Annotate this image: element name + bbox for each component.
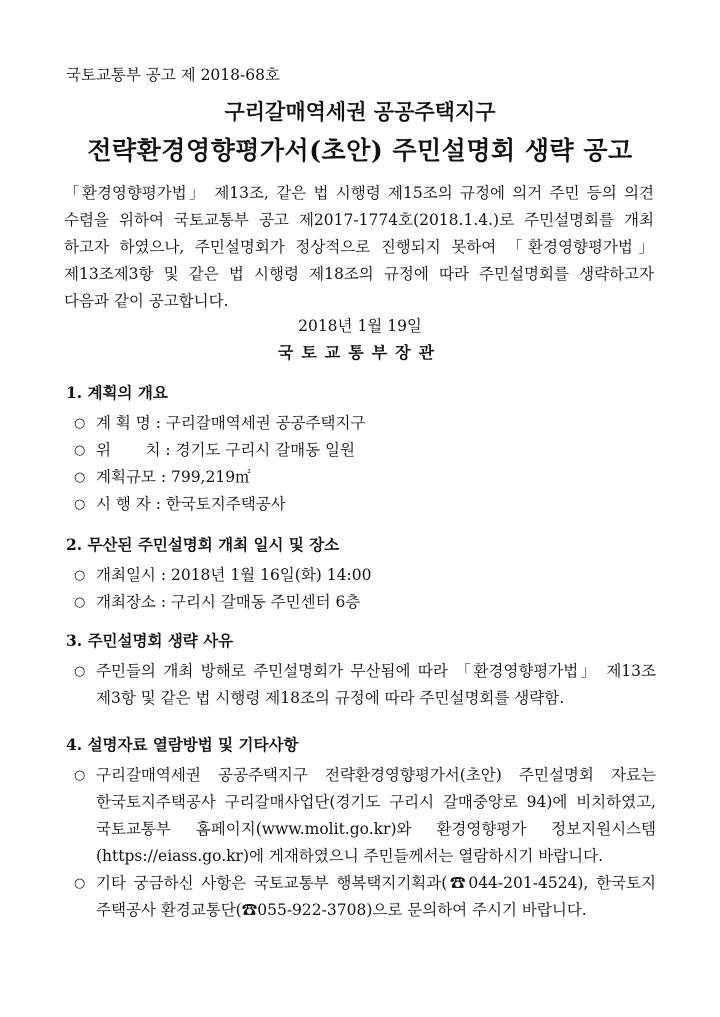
bullet-icon: ○ [74, 768, 86, 783]
item-line: 제3항 및 같은 법 시행령 제18조의 규정에 따라 주민설명회를 생략함. [96, 689, 565, 707]
bullet-icon: ○ [74, 876, 86, 891]
list-item [66, 589, 656, 616]
item-paragraph [96, 658, 656, 712]
list-item [66, 562, 656, 589]
intro-line: 「환경영향평가법」 제13조, 같은 법 시행령 제15조의 규정에 의거 주민 등의 의견 [64, 184, 654, 202]
list-item [66, 870, 656, 924]
item-text: 개최장소 : 구리시 갈매동 주민센터 6층 [96, 593, 361, 611]
bullet-icon: ○ [74, 470, 86, 485]
item-text: 시 행 자 : 한국토지주택공사 [96, 495, 286, 513]
list-item [66, 410, 656, 437]
bullet-icon: ○ [74, 416, 86, 431]
notice-number: 국토교통부 공고 제 2018-68호 [66, 66, 280, 84]
item-paragraph [96, 870, 656, 924]
item-text: 계 획 명 : 구리갈매역세권 공공주택지구 [96, 414, 366, 432]
section-omission-reason [66, 630, 656, 712]
section-cancelled-meeting [66, 534, 656, 616]
list-item [66, 658, 656, 712]
ministry-signature: 국토교통부장관 [277, 343, 443, 362]
item-text: 계획규모 : 799,219㎡ [96, 468, 251, 486]
item-line: 구리갈매역세권 공공주택지구 전략환경영향평가서(초안) 주민설명회 자료는 [96, 766, 656, 784]
item-line: (https://eiass.go.kr)에 게재하였으니 주민들께서는 열람하시기 바랍니다. [96, 847, 604, 865]
intro-line: 다음과 같이 공고합니다. [64, 292, 229, 310]
section-heading: 4. 설명자료 열람방법 및 기타사항 [66, 735, 299, 754]
list-item [66, 437, 656, 464]
section-materials-and-other [66, 734, 656, 924]
list-item [66, 491, 656, 518]
item-line: 주택공사 환경교통단(☎055-922-3708)으로 문의하여 주시기 바랍니다. [96, 901, 587, 919]
bullet-icon: ○ [74, 497, 86, 512]
intro-line: 하고자 하였으나, 주민설명회가 정상적으로 진행되지 못하여 「환경영향평가법」 [64, 238, 654, 256]
bullet-icon: ○ [74, 443, 86, 458]
item-paragraph [96, 762, 656, 870]
item-line: 주민들의 개최 방해로 주민설명회가 무산됨에 따라 「환경영향평가법」 제13조 [96, 662, 656, 680]
title-line-1: 구리갈매역세권 공공주택지구 [224, 99, 496, 124]
title-line-2: 전략환경영향평가서(초안) 주민설명회 생략 공고 [87, 136, 633, 165]
list-item [66, 762, 656, 870]
section-heading: 2. 무산된 주민설명회 개최 일시 및 장소 [66, 535, 340, 554]
list-item [66, 464, 656, 491]
notice-date: 2018년 1월 19일 [298, 317, 422, 335]
item-line: 국토교통부 홈페이지(www.molit.go.kr)와 환경영향평가 정보지원시스템 [96, 820, 656, 838]
section-heading: 1. 계획의 개요 [66, 383, 168, 402]
bullet-icon: ○ [74, 595, 86, 610]
section-plan-overview [66, 382, 656, 518]
item-line: 기타 궁금하신 사항은 국토교통부 행복택지기획과(☎044-201-4524), 한국토지 [96, 874, 656, 892]
item-line: 한국토지주택공사 구리갈매사업단(경기도 구리시 갈매중앙로 94)에 비치하였고, [96, 793, 656, 811]
bullet-icon: ○ [74, 568, 86, 583]
item-text: 개최일시 : 2018년 1월 16일(화) 14:00 [96, 566, 372, 584]
item-text: 위 치 : 경기도 구리시 갈매동 일원 [96, 441, 355, 459]
intro-line: 제13조제3항 및 같은 법 시행령 제18조의 규정에 따라 주민설명회를 생략하고자 [64, 265, 654, 283]
intro-paragraph [64, 180, 654, 315]
bullet-icon: ○ [74, 664, 86, 679]
intro-line: 수렴을 위하여 국토교통부 공고 제2017-1774호(2018.1.4.)로 주민설명회를 개최 [64, 211, 654, 229]
section-heading: 3. 주민설명회 생략 사유 [66, 631, 234, 650]
